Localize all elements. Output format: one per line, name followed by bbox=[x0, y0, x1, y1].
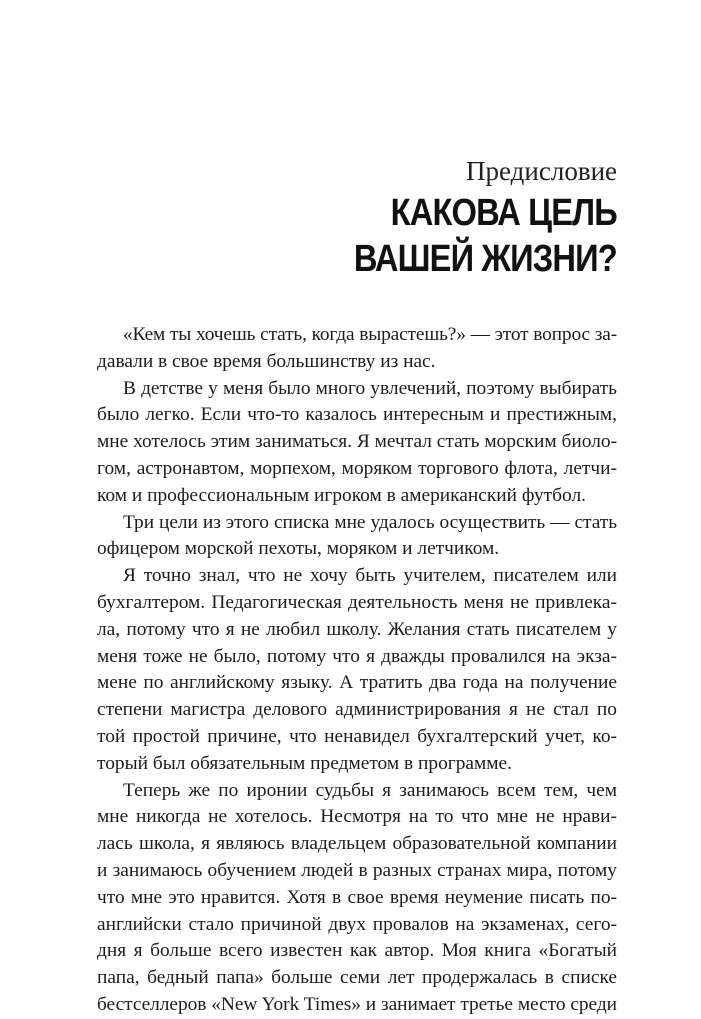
text-line: и занимаюсь обучением людей в разных странах мира, потому bbox=[97, 859, 617, 881]
text-line: меня тоже не было, потому что я дважды провалился на экза- bbox=[97, 645, 617, 667]
text-line: Три цели из этого списка мне удалось осуществить — стать bbox=[123, 511, 617, 533]
chapter-title-line: КАКОВА ЦЕЛЬ bbox=[390, 192, 617, 234]
paragraph bbox=[97, 376, 617, 510]
text-line: бестселлеров «New York Times» и занимает третье место среди bbox=[97, 993, 617, 1015]
text-line: В детстве у меня было много увлечений, поэтому выбирать bbox=[123, 377, 617, 399]
text-line: лась школа, я являюсь владельцем образовательной компании bbox=[97, 833, 617, 855]
text-line: ком и профессиональным игроком в американский футбол. bbox=[97, 484, 586, 506]
paragraph bbox=[97, 778, 617, 1019]
text-line: Я точно знал, что не хочу быть учителем, писателем или bbox=[123, 565, 617, 587]
chapter-title bbox=[354, 190, 617, 282]
text-line: дня я больше всего известен как автор. Моя книга «Богатый bbox=[97, 940, 617, 962]
text-line: мене по английскому языку. А тратить два года на получение bbox=[97, 672, 617, 694]
section-label: Предисловие bbox=[466, 156, 617, 186]
text-line: было легко. Если что-то казалось интересным и престижным, bbox=[97, 404, 617, 426]
text-line: гом, астронавтом, морпехом, моряком торгового флота, летчи- bbox=[97, 457, 617, 479]
text-line: степени магистра делового администрирования я не стал по bbox=[97, 699, 617, 721]
text-line: давали в свое время большинству из нас. bbox=[97, 350, 436, 372]
paragraph bbox=[97, 510, 617, 564]
text-line: ла, потому что я не любил школу. Желания стать писателем у bbox=[97, 618, 617, 640]
text-line: что мне это нравится. Хотя в свое время неумение писать по- bbox=[97, 886, 617, 908]
paragraph bbox=[97, 322, 617, 376]
text-line: мне хотелось этим заниматься. Я мечтал стать морским биоло- bbox=[97, 431, 618, 453]
text-line: Теперь же по иронии судьбы я занимаюсь всем тем, чем bbox=[123, 779, 617, 801]
paragraph bbox=[97, 563, 617, 777]
text-line: бухгалтером. Педагогическая деятельность меня не привлека- bbox=[97, 591, 617, 613]
text-line: офицером морской пехоты, моряком и летчиком. bbox=[97, 538, 500, 560]
text-line: торый был обязательным предметом в программе. bbox=[97, 752, 513, 774]
text-line: «Кем ты хочешь стать, когда вырастешь?» — этот вопрос за- bbox=[123, 324, 617, 345]
body-text bbox=[97, 322, 617, 1019]
text-line: мне никогда не хотелось. Несмотря на то что мне не нрави- bbox=[97, 806, 617, 828]
text-line: той простой причине, что ненавидел бухгалтерский учет, ко- bbox=[97, 725, 617, 747]
chapter-title-line: ВАШЕЙ ЖИЗНИ? bbox=[353, 238, 617, 280]
text-line: английски стало причиной двух провалов на экзаменах, сего- bbox=[97, 913, 617, 935]
text-line: папа, бедный папа» больше семи лет продержалась в списке bbox=[97, 967, 617, 989]
